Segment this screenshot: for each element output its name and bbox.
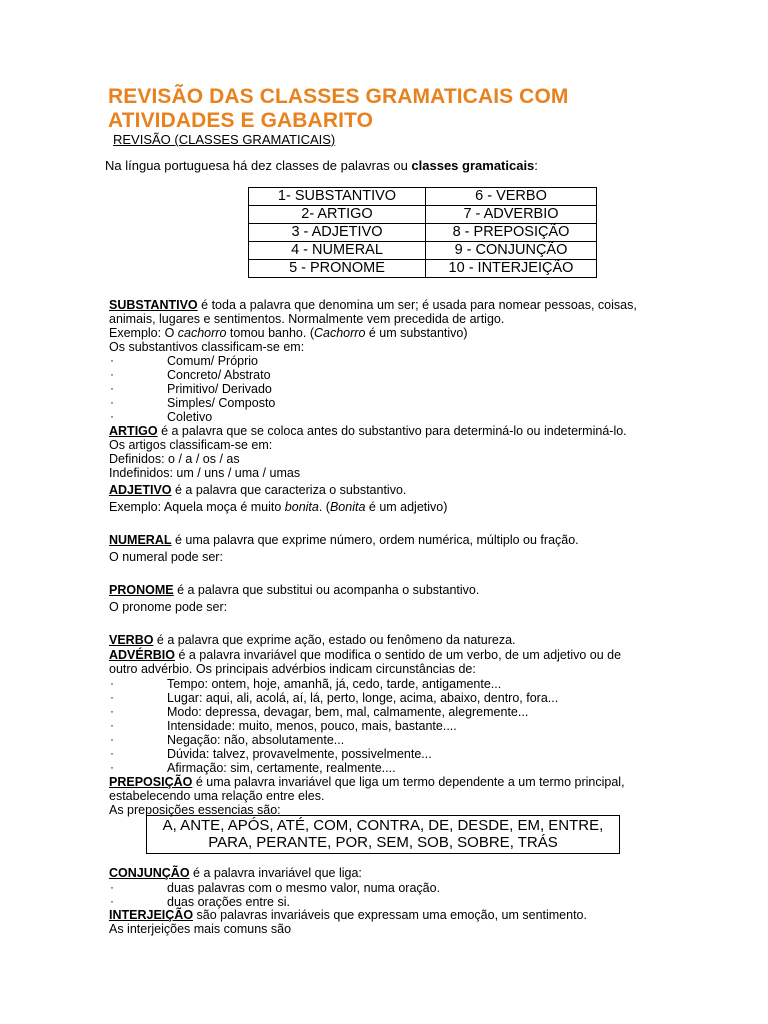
bullet: · xyxy=(110,690,114,704)
table-row xyxy=(249,224,597,242)
preposicao-definition xyxy=(109,775,625,789)
prepositions-box xyxy=(146,815,620,854)
list-item: Modo: depressa, devagar, bem, mal, calmamente, alegremente... xyxy=(167,705,529,719)
term-interjeicao: INTERJEIÇÃO xyxy=(109,908,194,922)
substantivo-classify: Os substantivos classificam-se em: xyxy=(109,340,305,354)
intro-prefix: Na língua portuguesa há dez classes de palavras ou xyxy=(105,158,412,173)
verbo-definition xyxy=(109,633,516,647)
bullet: · xyxy=(110,381,114,395)
adverbio-definition xyxy=(109,648,621,662)
term-conjuncao: CONJUNÇÃO xyxy=(109,866,190,880)
prepositions-line: PARA, PERANTE, POR, SEM, SOB, SOBRE, TRÁS xyxy=(208,834,558,851)
table-row xyxy=(249,260,597,278)
list-item: duas palavras com o mesmo valor, numa oração. xyxy=(167,881,441,895)
bullet: · xyxy=(110,367,114,381)
example-text: é um substantivo) xyxy=(365,326,468,340)
list-item: Primitivo/ Derivado xyxy=(167,382,272,396)
table-cell: 6 - VERBO xyxy=(426,188,597,206)
conjuncao-definition xyxy=(109,866,362,880)
table-cell: 7 - ADVERBIO xyxy=(426,206,597,224)
definition-text: é uma palavra que exprime número, ordem numérica, múltiplo ou fração. xyxy=(171,533,579,547)
bullet: · xyxy=(110,353,114,367)
term-verbo: VERBO xyxy=(109,633,154,647)
definition-text: é a palavra que exprime ação, estado ou fenômeno da natureza. xyxy=(153,633,516,647)
table-cell: 4 - NUMERAL xyxy=(249,242,426,260)
example-text: Exemplo: O xyxy=(109,326,178,340)
intro-text xyxy=(105,159,538,173)
adjetivo-definition xyxy=(109,483,406,497)
substantivo-definition xyxy=(109,298,637,312)
bullet: · xyxy=(110,760,114,774)
example-text: tomou banho. ( xyxy=(226,326,314,340)
definition-text: é toda a palavra que denomina um ser; é usada para nomear pessoas, coisas, xyxy=(197,298,637,312)
page-subtitle: REVISÃO (CLASSES GRAMATICAIS) xyxy=(113,132,336,147)
artigo-classify: Os artigos classificam-se em: xyxy=(109,438,273,452)
definition-text: é a palavra que caracteriza o substantivo. xyxy=(171,483,407,497)
bullet: · xyxy=(110,894,114,908)
substantivo-example xyxy=(109,326,468,340)
interjeicao-line2: As interjeições mais comuns são xyxy=(109,922,292,936)
prepositions-line: A, ANTE, APÓS, ATÉ, COM, CONTRA, DE, DESDE, EM, ENTRE, xyxy=(162,817,604,834)
page-title: REVISÃO DAS CLASSES GRAMATICAIS COM ATIVIDADES E GABARITO xyxy=(108,85,569,132)
example-text: . ( xyxy=(318,500,330,514)
bullet: · xyxy=(110,718,114,732)
intro-bold: classes gramaticais xyxy=(411,158,535,173)
list-item: Simples/ Composto xyxy=(167,396,276,410)
example-italic: cachorro xyxy=(177,326,227,340)
definition-text: é a palavra invariável que liga: xyxy=(189,866,362,880)
intro-suffix: : xyxy=(534,158,538,173)
bullet: · xyxy=(110,676,114,690)
definition-text: são palavras invariáveis que expressam uma emoção, um sentimento. xyxy=(193,908,587,922)
list-item: Tempo: ontem, hoje, amanhã, já, cedo, tarde, antigamente... xyxy=(167,677,502,691)
artigo-definidos: Definidos: o / a / os / as xyxy=(109,452,240,466)
list-item: Comum/ Próprio xyxy=(167,354,258,368)
pronome-definition xyxy=(109,583,479,597)
example-italic: bonita xyxy=(284,500,319,514)
classes-table xyxy=(248,187,597,278)
bullet: · xyxy=(110,704,114,718)
term-preposicao: PREPOSIÇÃO xyxy=(109,775,193,789)
list-item: Coletivo xyxy=(167,410,213,424)
definition-text: é a palavra invariável que modifica o sentido de um verbo, de um adjetivo ou de xyxy=(174,648,622,662)
term-numeral: NUMERAL xyxy=(109,533,172,547)
interjeicao-definition xyxy=(109,908,587,922)
term-pronome: PRONOME xyxy=(109,583,174,597)
list-item: Lugar: aqui, ali, acolá, aí, lá, perto, longe, acima, abaixo, dentro, fora... xyxy=(167,691,559,705)
bullet: · xyxy=(110,395,114,409)
table-row xyxy=(249,188,597,206)
definition-text: é uma palavra invariável que liga um termo dependente a um termo principal, xyxy=(192,775,625,789)
numeral-line2: O numeral pode ser: xyxy=(109,550,223,564)
artigo-definition xyxy=(109,424,627,438)
table-cell: 10 - INTERJEIÇÃO xyxy=(426,260,597,278)
list-item: Intensidade: muito, menos, pouco, mais, bastante.... xyxy=(167,719,457,733)
table-row xyxy=(249,242,597,260)
adjetivo-example xyxy=(109,500,447,514)
term-artigo: ARTIGO xyxy=(109,424,158,438)
preposicao-line3: As preposições essencias são: xyxy=(109,803,281,817)
bullet: · xyxy=(110,409,114,423)
table-cell: 3 - ADJETIVO xyxy=(249,224,426,242)
table-cell: 1- SUBSTANTIVO xyxy=(249,188,426,206)
example-italic: Cachorro xyxy=(313,326,366,340)
example-text: é um adjetivo) xyxy=(365,500,448,514)
adverbio-line2: outro advérbio. Os principais advérbios indicam circunstâncias de: xyxy=(109,662,476,676)
table-cell: 5 - PRONOME xyxy=(249,260,426,278)
table-cell: 8 - PREPOSIÇÃO xyxy=(426,224,597,242)
example-text: Exemplo: Aquela moça é muito xyxy=(109,500,285,514)
definition-text: é a palavra que se coloca antes do substantivo para determiná-lo ou indeterminá-lo. xyxy=(157,424,627,438)
list-item: Negação: não, absolutamente... xyxy=(167,733,345,747)
numeral-definition xyxy=(109,533,579,547)
list-item: duas orações entre si. xyxy=(167,895,290,909)
bullet: · xyxy=(110,880,114,894)
table-cell: 2- ARTIGO xyxy=(249,206,426,224)
term-adverbio: ADVÉRBIO xyxy=(109,648,175,662)
table-row xyxy=(249,206,597,224)
artigo-indefinidos: Indefinidos: um / uns / uma / umas xyxy=(109,466,301,480)
list-item: Concreto/ Abstrato xyxy=(167,368,271,382)
bullet: · xyxy=(110,746,114,760)
substantivo-line2: animais, lugares e sentimentos. Normalmente vem precedida de artigo. xyxy=(109,312,505,326)
list-item: Afirmação: sim, certamente, realmente.... xyxy=(167,761,396,775)
list-item: Dúvida: talvez, provavelmente, possivelmente... xyxy=(167,747,432,761)
table-cell: 9 - CONJUNÇÃO xyxy=(426,242,597,260)
pronome-line2: O pronome pode ser: xyxy=(109,600,228,614)
term-adjetivo: ADJETIVO xyxy=(109,483,172,497)
example-italic: Bonita xyxy=(329,500,366,514)
preposicao-line2: estabelecendo uma relação entre eles. xyxy=(109,789,325,803)
term-substantivo: SUBSTANTIVO xyxy=(109,298,198,312)
definition-text: é a palavra que substitui ou acompanha o substantivo. xyxy=(173,583,480,597)
bullet: · xyxy=(110,732,114,746)
